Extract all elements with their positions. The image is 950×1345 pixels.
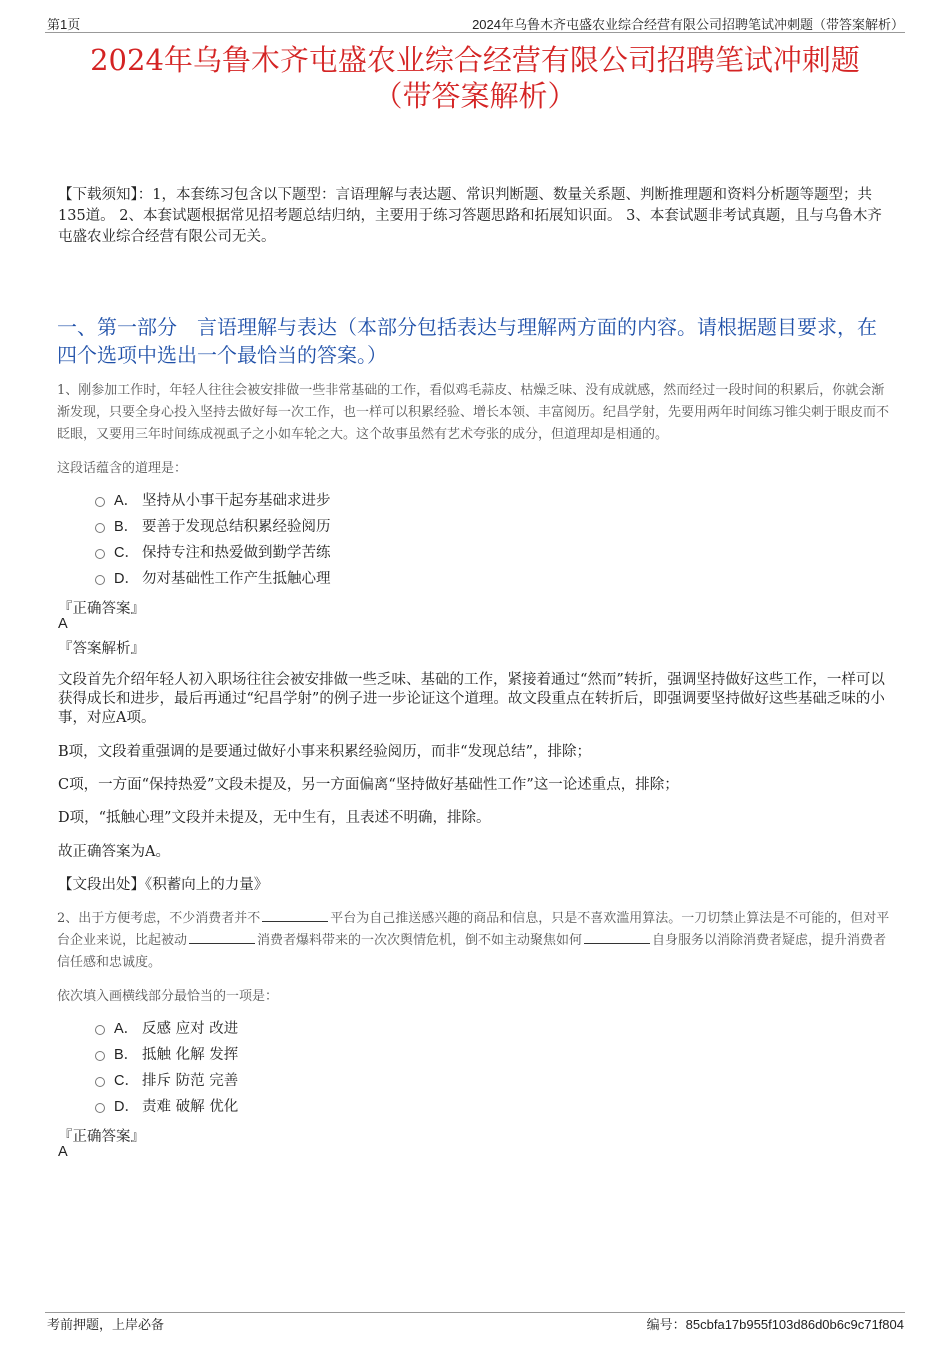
- option-text: 抵触 化解 发挥: [142, 1047, 239, 1063]
- document-id-label: 编号：: [646, 1318, 686, 1333]
- question-2-text-part: 自身服务以消除消费者疑虑，提升消费者信任感和忠诚度。: [57, 933, 887, 970]
- radio-icon[interactable]: [95, 575, 105, 585]
- radio-icon[interactable]: [95, 497, 105, 507]
- option-text: 保持专注和热爱做到勤学苦练: [142, 545, 331, 561]
- analysis-label: 『答案解析』: [58, 641, 145, 657]
- question-2-option-d[interactable]: [95, 1097, 238, 1117]
- analysis-paragraph: C项，一方面“保持热爱”文段未提及，另一方面偏离“坚持做好基础性工作”这一论述重点，排除；: [58, 777, 679, 793]
- question-1-option-a[interactable]: [95, 491, 331, 511]
- correct-answer-value: A: [58, 1144, 68, 1160]
- header-doc-title: 2024年乌鲁木齐屯盛农业综合经营有限公司招聘笔试冲刺题（带答案解析）: [472, 17, 904, 32]
- option-letter: A．: [114, 1021, 139, 1037]
- option-letter: B．: [114, 519, 139, 535]
- section-heading: 一、第一部分 言语理解与表达（本部分包括表达与理解两方面的内容。请根据题目要求，在四个选项中选出一个最恰当的答案。）: [57, 315, 877, 367]
- question-1-option-c[interactable]: [95, 543, 331, 563]
- option-letter: C．: [114, 1073, 139, 1089]
- fill-blank: [584, 931, 650, 944]
- page-title-line-1: 2024年乌鲁木齐屯盛农业综合经营有限公司招聘笔试冲刺题: [90, 43, 860, 77]
- analysis-paragraph: D项，“抵触心理”文段并未提及，无中生有，且表述不明确，排除。: [58, 810, 491, 826]
- analysis-conclusion: 故正确答案为A。: [58, 844, 170, 860]
- question-1-prompt: 这段话蕴含的道理是：: [57, 461, 188, 476]
- correct-answer-label: 『正确答案』: [58, 1129, 145, 1145]
- radio-icon[interactable]: [95, 1051, 105, 1061]
- question-2-option-c[interactable]: [95, 1071, 238, 1091]
- download-notice: 【下载须知】：1，本套练习包含以下题型：言语理解与表达题、常识判断题、数量关系题、判断推理题和资料分析题等题型；共135道。 2、本套试题根据常见招考题总结归纳，主要用于练习答题思路和拓展知识面。 3、本套试题非考试真题，且与乌鲁木齐屯盛农业综合经营有限公司无关。: [58, 187, 882, 245]
- question-2-text-part: 消费者爆料带来的一次次舆情危机，倒不如主动聚焦如何: [257, 933, 583, 948]
- question-2-text: [57, 908, 895, 974]
- option-letter: D．: [114, 1099, 139, 1115]
- option-letter: A．: [114, 493, 139, 509]
- question-1-option-b[interactable]: [95, 517, 331, 537]
- page-title-line-2: （带答案解析）: [373, 79, 577, 113]
- option-text: 勿对基础性工作产生抵触心理: [142, 571, 331, 587]
- correct-answer-value: A: [58, 616, 68, 632]
- document-id: [647, 1314, 904, 1333]
- analysis-paragraph: B项，文段着重强调的是要通过做好小事来积累经验阅历，而非“发现总结”，排除；: [58, 744, 591, 760]
- radio-icon[interactable]: [95, 549, 105, 559]
- option-text: 坚持从小事干起夯基础求进步: [142, 493, 331, 509]
- question-2-text-part: 2、出于方便考虑，不少消费者并不: [57, 911, 261, 926]
- analysis-paragraph: 文段首先介绍年轻人初入职场往往会被安排做一些乏味、基础的工作，紧接着通过“然而”转折，强调坚持做好这些工作，一样可以获得成长和进步，最后再通过“纪昌学射”的例子进一步论证这个道理。故文段重点在转折后，即强调要坚持做好这些基础乏味的小事，对应A项。: [58, 672, 885, 726]
- page-title: [40, 42, 910, 114]
- option-letter: C．: [114, 545, 139, 561]
- footer-slogan: 考前押题，上岸必备: [47, 1318, 165, 1333]
- footer-divider: [45, 1312, 905, 1313]
- radio-icon[interactable]: [95, 1103, 105, 1113]
- option-letter: B．: [114, 1047, 139, 1063]
- correct-answer-label: 『正确答案』: [58, 601, 145, 617]
- option-text: 责难 破解 优化: [142, 1099, 239, 1115]
- radio-icon[interactable]: [95, 523, 105, 533]
- question-1-option-d[interactable]: [95, 569, 331, 589]
- option-letter: D．: [114, 571, 139, 587]
- question-1-text: 1、刚参加工作时，年轻人往往会被安排做一些非常基础的工作，看似鸡毛蒜皮、枯燥乏味、没有成就感，然而经过一段时间的积累后，你就会渐渐发现，只要全身心投入坚持去做好每一次工作，也一样可以积累经验、增长本领、丰富阅历。纪昌学射，先要用两年时间练习锥尖刺于眼皮而不眨眼，又要用三年时间练成视虱子之小如车轮之大。这个故事虽然有艺术夸张的成分，但道理却是相通的。: [57, 383, 890, 442]
- question-2-option-b[interactable]: [95, 1045, 238, 1065]
- passage-source: 【文段出处】《积蓄向上的力量》: [58, 877, 269, 893]
- fill-blank: [189, 931, 255, 944]
- document-id-code: 85cbfa17b955f103d86d0b6c9c71f804: [685, 1317, 904, 1332]
- header-divider: [45, 32, 905, 33]
- question-2-text-part: 平台为自己推送感兴趣的商品和信息，只是不喜欢滥用算法。一刀切禁止算法是不可能的，但对平台企业来说，比起被动: [57, 911, 890, 948]
- question-2-option-a[interactable]: [95, 1019, 238, 1039]
- option-text: 排斥 防范 完善: [142, 1073, 239, 1089]
- radio-icon[interactable]: [95, 1077, 105, 1087]
- option-text: 反感 应对 改进: [142, 1021, 239, 1037]
- page-number: 第1页: [47, 17, 81, 32]
- fill-blank: [262, 909, 328, 922]
- question-2-prompt: 依次填入画横线部分最恰当的一项是：: [57, 989, 279, 1004]
- option-text: 要善于发现总结积累经验阅历: [142, 519, 331, 535]
- radio-icon[interactable]: [95, 1025, 105, 1035]
